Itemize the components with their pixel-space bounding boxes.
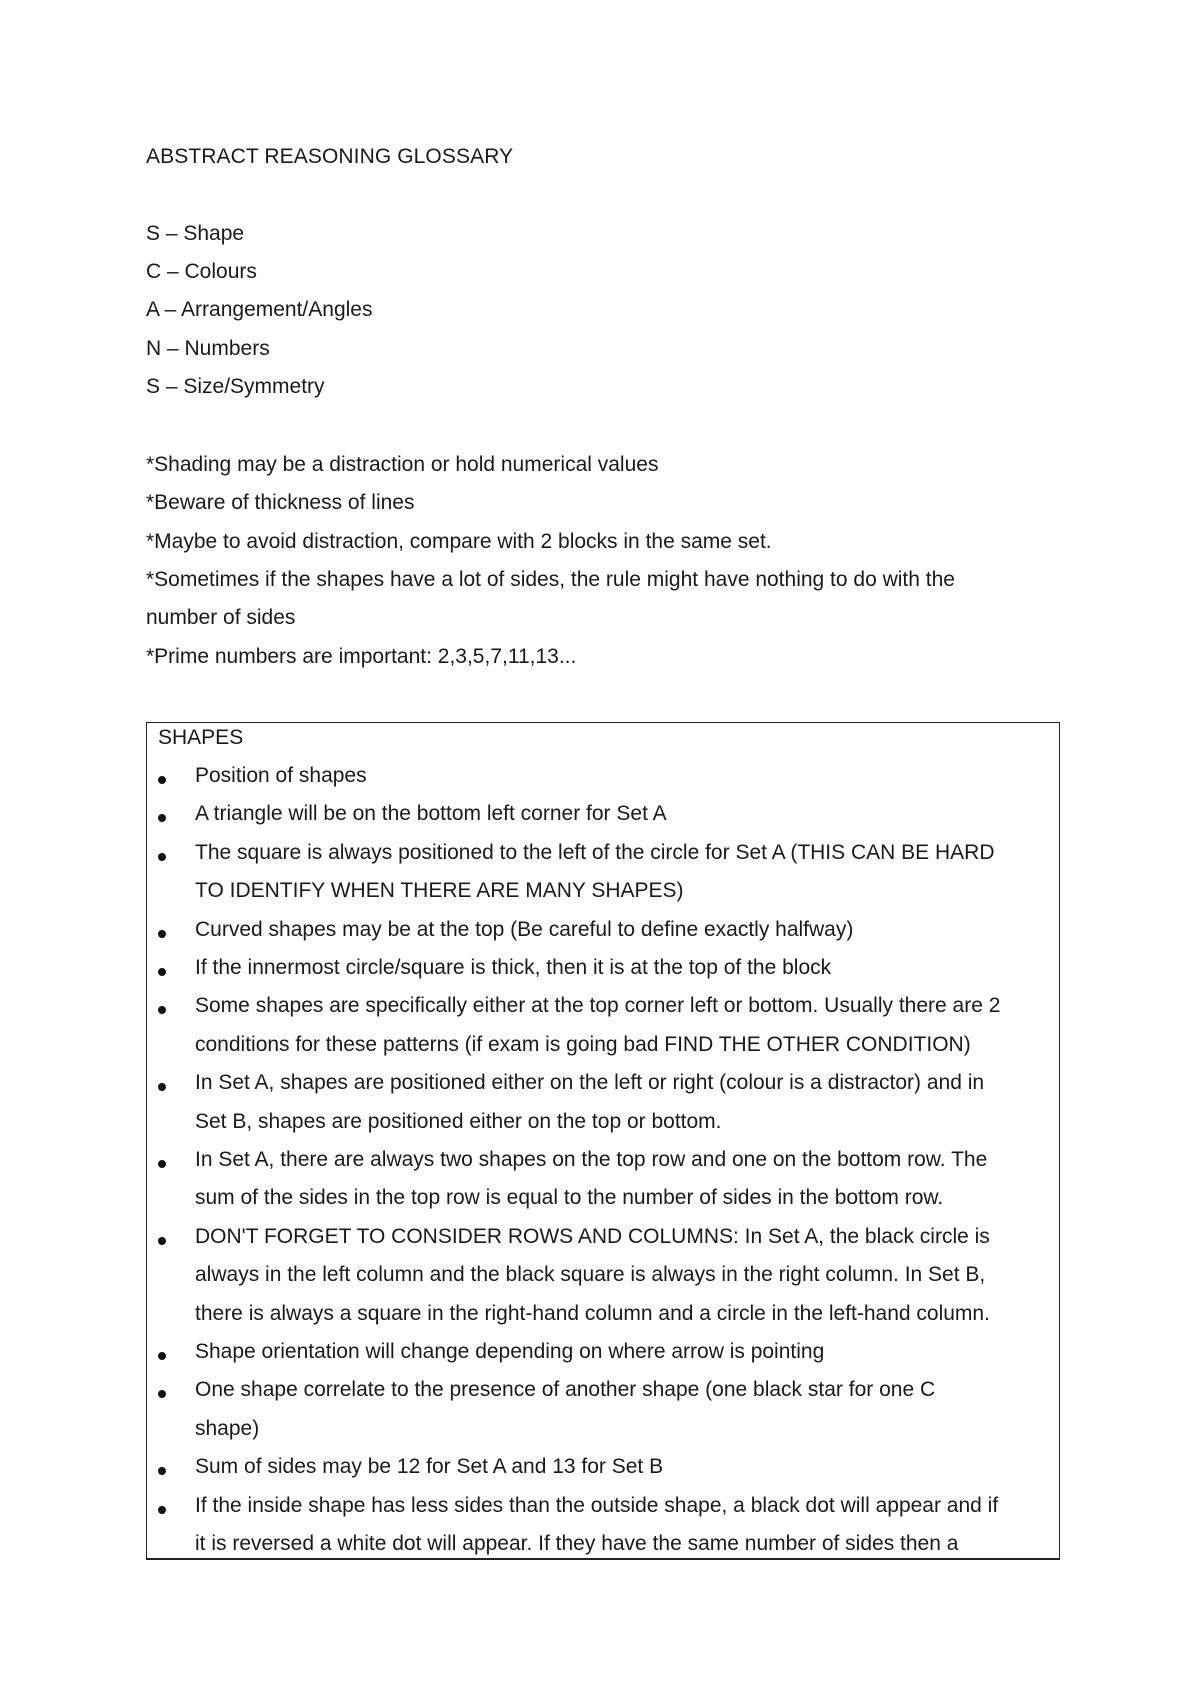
shapes-bullet-line: If the innermost circle/square is thick, then it is at the top of the block <box>195 956 832 979</box>
document-title: ABSTRACT REASONING GLOSSARY <box>146 145 514 168</box>
bullet-icon <box>158 1467 166 1475</box>
shapes-bullet-line: Sum of sides may be 12 for Set A and 13 for Set B <box>195 1455 664 1479</box>
bullet-icon <box>158 968 166 976</box>
shapes-box <box>146 722 1060 1560</box>
shapes-bullet-line: conditions for these patterns (if exam is going bad FIND THE OTHER CONDITION) <box>195 1032 971 1056</box>
bullet-icon <box>158 930 166 938</box>
acronym-item: S – Size/Symmetry <box>146 375 325 398</box>
bullet-icon <box>158 1390 166 1398</box>
shapes-bullet-line: sum of the sides in the top row is equal to the number of sides in the bottom row. <box>195 1186 944 1210</box>
acronym-item: C – Colours <box>146 260 257 283</box>
shapes-bullet-line: there is always a square in the right-hand column and a circle in the left-hand column. <box>195 1301 990 1325</box>
acronym-item: N – Numbers <box>146 337 270 360</box>
tip-line: number of sides <box>146 606 296 629</box>
shapes-bullet-line: A triangle will be on the bottom left corner for Set A <box>195 802 667 826</box>
shapes-bullet-line: TO IDENTIFY WHEN THERE ARE MANY SHAPES) <box>195 879 684 903</box>
shapes-bullet-line: Curved shapes may be at the top (Be careful to define exactly halfway) <box>195 917 854 941</box>
tip-line: *Shading may be a distraction or hold numerical values <box>146 453 659 476</box>
tip-line: *Sometimes if the shapes have a lot of sides, the rule might have nothing to do with the <box>146 568 955 591</box>
bullet-icon <box>158 1160 166 1168</box>
shapes-bullet-line: shape) <box>195 1416 260 1440</box>
shapes-bullet-line: In Set A, there are always two shapes on the top row and one on the bottom row. The <box>195 1148 988 1171</box>
acronym-item: A – Arrangement/Angles <box>146 298 373 321</box>
bullet-icon <box>158 1237 166 1245</box>
bullet-icon <box>158 776 166 784</box>
shapes-bullet-line: Shape orientation will change depending on where arrow is pointing <box>195 1340 825 1363</box>
shapes-bullet-line: it is reversed a white dot will appear. If they have the same number of sides then a <box>195 1532 959 1555</box>
bullet-icon <box>158 814 166 822</box>
bullet-icon <box>158 1506 166 1514</box>
tip-line: *Maybe to avoid distraction, compare with 2 blocks in the same set. <box>146 530 772 553</box>
bullet-icon <box>158 1083 166 1091</box>
shapes-bullet-line: If the inside shape has less sides than the outside shape, a black dot will appear and if <box>195 1493 999 1517</box>
shapes-heading: SHAPES <box>158 726 244 749</box>
tip-line: *Beware of thickness of lines <box>146 491 415 514</box>
shapes-bullet-line: In Set A, shapes are positioned either on the left or right (colour is a distractor) and in <box>195 1071 985 1095</box>
shapes-bullet-line: Position of shapes <box>195 764 367 787</box>
bullet-icon <box>158 853 166 861</box>
shapes-bullet-line: One shape correlate to the presence of another shape (one black star for one C <box>195 1378 936 1402</box>
acronym-item: S – Shape <box>146 222 245 245</box>
bullet-icon <box>158 1352 166 1360</box>
tip-line: *Prime numbers are important: 2,3,5,7,11,13... <box>146 645 577 668</box>
shapes-bullet-line: always in the left column and the black square is always in the right column. In Set B, <box>195 1263 986 1287</box>
shapes-bullet-line: Set B, shapes are positioned either on the top or bottom. <box>195 1109 722 1133</box>
shapes-bullet-line: DON'T FORGET TO CONSIDER ROWS AND COLUMNS: In Set A, the black circle is <box>195 1224 990 1248</box>
shapes-bullet-line: Some shapes are specifically either at the top corner left or bottom. Usually there are 2 <box>195 994 1001 1018</box>
shapes-bullet-line: The square is always positioned to the left of the circle for Set A (THIS CAN BE HARD <box>195 840 995 864</box>
bullet-icon <box>158 1006 166 1014</box>
